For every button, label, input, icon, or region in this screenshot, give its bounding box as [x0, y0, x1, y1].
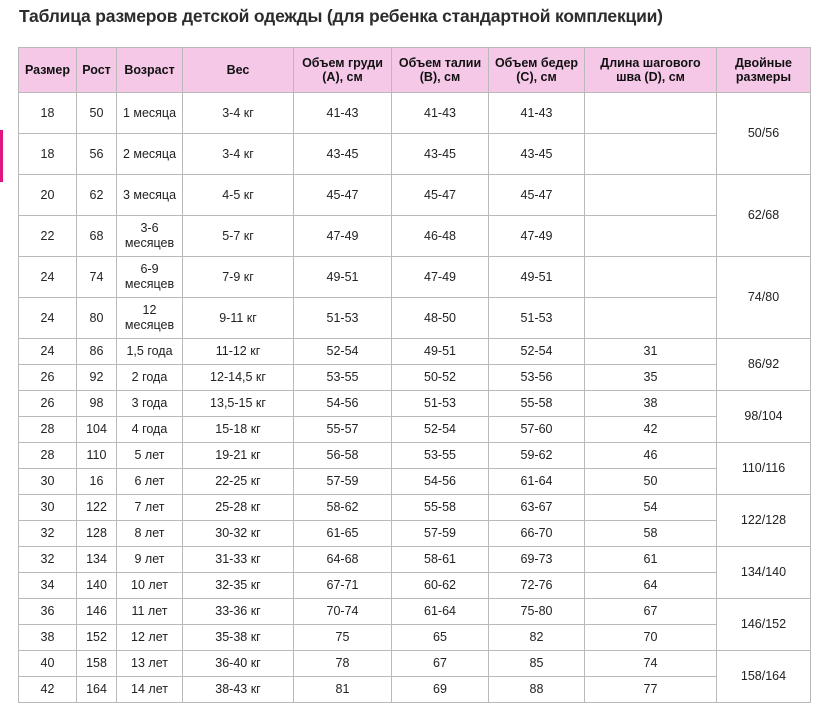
- age-cell: 9 лет: [117, 547, 183, 573]
- hips-cell: 88: [489, 677, 585, 703]
- inseam-cell: 61: [585, 547, 717, 573]
- double-size-cell: 50/56: [717, 93, 811, 175]
- chest-cell: 78: [294, 651, 392, 677]
- waist-cell: 65: [392, 625, 489, 651]
- weight-cell: 31-33 кг: [183, 547, 294, 573]
- weight-cell: 32-35 кг: [183, 573, 294, 599]
- weight-cell: 25-28 кг: [183, 495, 294, 521]
- height-cell: 158: [77, 651, 117, 677]
- waist-cell: 55-58: [392, 495, 489, 521]
- waist-cell: 51-53: [392, 391, 489, 417]
- header-size: Размер: [19, 48, 77, 93]
- header-inseam: Длина шагового шва (D), см: [585, 48, 717, 93]
- table-row: [19, 339, 811, 365]
- double-size-cell: 86/92: [717, 339, 811, 391]
- inseam-cell: 46: [585, 443, 717, 469]
- height-cell: 50: [77, 93, 117, 134]
- height-cell: 86: [77, 339, 117, 365]
- height-cell: 92: [77, 365, 117, 391]
- hips-cell: 75-80: [489, 599, 585, 625]
- age-cell: 13 лет: [117, 651, 183, 677]
- height-cell: 104: [77, 417, 117, 443]
- weight-cell: 15-18 кг: [183, 417, 294, 443]
- waist-cell: 47-49: [392, 257, 489, 298]
- weight-cell: 11-12 кг: [183, 339, 294, 365]
- inseam-cell: 58: [585, 521, 717, 547]
- table-row: [19, 216, 811, 257]
- inseam-cell: 74: [585, 651, 717, 677]
- hips-cell: 47-49: [489, 216, 585, 257]
- header-double-sizes: Двойные размеры: [717, 48, 811, 93]
- double-size-cell: 110/116: [717, 443, 811, 495]
- table-row: [19, 443, 811, 469]
- hips-cell: 53-56: [489, 365, 585, 391]
- chest-cell: 56-58: [294, 443, 392, 469]
- inseam-cell: 77: [585, 677, 717, 703]
- chest-cell: 57-59: [294, 469, 392, 495]
- header-hips: Объем бедер (C), см: [489, 48, 585, 93]
- height-cell: 128: [77, 521, 117, 547]
- weight-cell: 36-40 кг: [183, 651, 294, 677]
- inseam-cell: [585, 175, 717, 216]
- size-cell: 24: [19, 339, 77, 365]
- size-cell: 20: [19, 175, 77, 216]
- inseam-cell: 38: [585, 391, 717, 417]
- chest-cell: 49-51: [294, 257, 392, 298]
- height-cell: 74: [77, 257, 117, 298]
- age-cell: 12 месяцев: [117, 298, 183, 339]
- age-cell: 8 лет: [117, 521, 183, 547]
- inseam-cell: 70: [585, 625, 717, 651]
- table-row: [19, 521, 811, 547]
- age-cell: 3 года: [117, 391, 183, 417]
- hips-cell: 41-43: [489, 93, 585, 134]
- chest-cell: 75: [294, 625, 392, 651]
- waist-cell: 57-59: [392, 521, 489, 547]
- waist-cell: 45-47: [392, 175, 489, 216]
- height-cell: 68: [77, 216, 117, 257]
- height-cell: 80: [77, 298, 117, 339]
- table-row: [19, 257, 811, 298]
- chest-cell: 54-56: [294, 391, 392, 417]
- waist-cell: 67: [392, 651, 489, 677]
- double-size-cell: 122/128: [717, 495, 811, 547]
- age-cell: 4 года: [117, 417, 183, 443]
- chest-cell: 43-45: [294, 134, 392, 175]
- chest-cell: 70-74: [294, 599, 392, 625]
- age-cell: 3-6 месяцев: [117, 216, 183, 257]
- weight-cell: 9-11 кг: [183, 298, 294, 339]
- chest-cell: 55-57: [294, 417, 392, 443]
- hips-cell: 66-70: [489, 521, 585, 547]
- weight-cell: 38-43 кг: [183, 677, 294, 703]
- height-cell: 122: [77, 495, 117, 521]
- weight-cell: 22-25 кг: [183, 469, 294, 495]
- table-row: [19, 495, 811, 521]
- hips-cell: 57-60: [489, 417, 585, 443]
- size-cell: 22: [19, 216, 77, 257]
- waist-cell: 69: [392, 677, 489, 703]
- chest-cell: 47-49: [294, 216, 392, 257]
- height-cell: 164: [77, 677, 117, 703]
- double-size-cell: 146/152: [717, 599, 811, 651]
- waist-cell: 48-50: [392, 298, 489, 339]
- inseam-cell: 31: [585, 339, 717, 365]
- inseam-cell: [585, 93, 717, 134]
- double-size-cell: 158/164: [717, 651, 811, 703]
- waist-cell: 49-51: [392, 339, 489, 365]
- size-cell: 30: [19, 469, 77, 495]
- double-size-cell: 134/140: [717, 547, 811, 599]
- age-cell: 14 лет: [117, 677, 183, 703]
- weight-cell: 33-36 кг: [183, 599, 294, 625]
- header-weight: Вес: [183, 48, 294, 93]
- age-cell: 10 лет: [117, 573, 183, 599]
- size-cell: 26: [19, 391, 77, 417]
- chest-cell: 51-53: [294, 298, 392, 339]
- hips-cell: 52-54: [489, 339, 585, 365]
- table-row: [19, 365, 811, 391]
- height-cell: 56: [77, 134, 117, 175]
- weight-cell: 3-4 кг: [183, 134, 294, 175]
- weight-cell: 19-21 кг: [183, 443, 294, 469]
- size-cell: 34: [19, 573, 77, 599]
- age-cell: 5 лет: [117, 443, 183, 469]
- hips-cell: 61-64: [489, 469, 585, 495]
- double-size-cell: 62/68: [717, 175, 811, 257]
- size-cell: 28: [19, 443, 77, 469]
- age-cell: 2 года: [117, 365, 183, 391]
- table-row: [19, 573, 811, 599]
- height-cell: 146: [77, 599, 117, 625]
- chest-cell: 61-65: [294, 521, 392, 547]
- size-table: [18, 47, 811, 703]
- table-row: [19, 175, 811, 216]
- waist-cell: 58-61: [392, 547, 489, 573]
- hips-cell: 63-67: [489, 495, 585, 521]
- hips-cell: 69-73: [489, 547, 585, 573]
- hips-cell: 59-62: [489, 443, 585, 469]
- size-cell: 38: [19, 625, 77, 651]
- chest-cell: 58-62: [294, 495, 392, 521]
- weight-cell: 5-7 кг: [183, 216, 294, 257]
- inseam-cell: 54: [585, 495, 717, 521]
- size-cell: 32: [19, 521, 77, 547]
- height-cell: 134: [77, 547, 117, 573]
- waist-cell: 46-48: [392, 216, 489, 257]
- age-cell: 6-9 месяцев: [117, 257, 183, 298]
- waist-cell: 54-56: [392, 469, 489, 495]
- size-cell: 24: [19, 257, 77, 298]
- table-row: [19, 625, 811, 651]
- weight-cell: 3-4 кг: [183, 93, 294, 134]
- height-cell: 62: [77, 175, 117, 216]
- hips-cell: 51-53: [489, 298, 585, 339]
- inseam-cell: 35: [585, 365, 717, 391]
- table-row: [19, 651, 811, 677]
- waist-cell: 41-43: [392, 93, 489, 134]
- waist-cell: 61-64: [392, 599, 489, 625]
- waist-cell: 60-62: [392, 573, 489, 599]
- size-cell: 36: [19, 599, 77, 625]
- double-size-cell: 98/104: [717, 391, 811, 443]
- age-cell: 12 лет: [117, 625, 183, 651]
- size-cell: 28: [19, 417, 77, 443]
- weight-cell: 35-38 кг: [183, 625, 294, 651]
- waist-cell: 50-52: [392, 365, 489, 391]
- table-row: [19, 599, 811, 625]
- table-row: [19, 547, 811, 573]
- size-cell: 24: [19, 298, 77, 339]
- table-row: [19, 417, 811, 443]
- hips-cell: 82: [489, 625, 585, 651]
- page-title: Таблица размеров детской одежды (для ребенка стандартной комплекции): [19, 6, 663, 26]
- table-row: [19, 298, 811, 339]
- age-cell: 11 лет: [117, 599, 183, 625]
- inseam-cell: [585, 216, 717, 257]
- age-cell: 2 месяца: [117, 134, 183, 175]
- age-cell: 1 месяца: [117, 93, 183, 134]
- chest-cell: 81: [294, 677, 392, 703]
- height-cell: 98: [77, 391, 117, 417]
- inseam-cell: [585, 298, 717, 339]
- size-cell: 42: [19, 677, 77, 703]
- pink-accent-bar: [0, 130, 3, 182]
- inseam-cell: [585, 257, 717, 298]
- size-cell: 18: [19, 134, 77, 175]
- table-row: [19, 93, 811, 134]
- header-age: Возраст: [117, 48, 183, 93]
- chest-cell: 53-55: [294, 365, 392, 391]
- chest-cell: 67-71: [294, 573, 392, 599]
- hips-cell: 49-51: [489, 257, 585, 298]
- table-row: [19, 391, 811, 417]
- age-cell: 1,5 года: [117, 339, 183, 365]
- height-cell: 16: [77, 469, 117, 495]
- size-cell: 30: [19, 495, 77, 521]
- weight-cell: 12-14,5 кг: [183, 365, 294, 391]
- header-height: Рост: [77, 48, 117, 93]
- weight-cell: 7-9 кг: [183, 257, 294, 298]
- table-row: [19, 469, 811, 495]
- height-cell: 152: [77, 625, 117, 651]
- inseam-cell: [585, 134, 717, 175]
- weight-cell: 30-32 кг: [183, 521, 294, 547]
- size-cell: 32: [19, 547, 77, 573]
- chest-cell: 52-54: [294, 339, 392, 365]
- size-cell: 26: [19, 365, 77, 391]
- hips-cell: 55-58: [489, 391, 585, 417]
- table-row: [19, 134, 811, 175]
- chest-cell: 64-68: [294, 547, 392, 573]
- header-waist: Объем талии (B), см: [392, 48, 489, 93]
- age-cell: 6 лет: [117, 469, 183, 495]
- height-cell: 110: [77, 443, 117, 469]
- size-cell: 40: [19, 651, 77, 677]
- weight-cell: 4-5 кг: [183, 175, 294, 216]
- header-row: [19, 48, 811, 93]
- inseam-cell: 42: [585, 417, 717, 443]
- hips-cell: 85: [489, 651, 585, 677]
- age-cell: 3 месяца: [117, 175, 183, 216]
- inseam-cell: 64: [585, 573, 717, 599]
- waist-cell: 43-45: [392, 134, 489, 175]
- waist-cell: 52-54: [392, 417, 489, 443]
- size-cell: 18: [19, 93, 77, 134]
- age-cell: 7 лет: [117, 495, 183, 521]
- inseam-cell: 67: [585, 599, 717, 625]
- header-chest: Объем груди (A), см: [294, 48, 392, 93]
- chest-cell: 45-47: [294, 175, 392, 216]
- table-row: [19, 677, 811, 703]
- chest-cell: 41-43: [294, 93, 392, 134]
- double-size-cell: 74/80: [717, 257, 811, 339]
- inseam-cell: 50: [585, 469, 717, 495]
- height-cell: 140: [77, 573, 117, 599]
- weight-cell: 13,5-15 кг: [183, 391, 294, 417]
- hips-cell: 72-76: [489, 573, 585, 599]
- waist-cell: 53-55: [392, 443, 489, 469]
- hips-cell: 45-47: [489, 175, 585, 216]
- hips-cell: 43-45: [489, 134, 585, 175]
